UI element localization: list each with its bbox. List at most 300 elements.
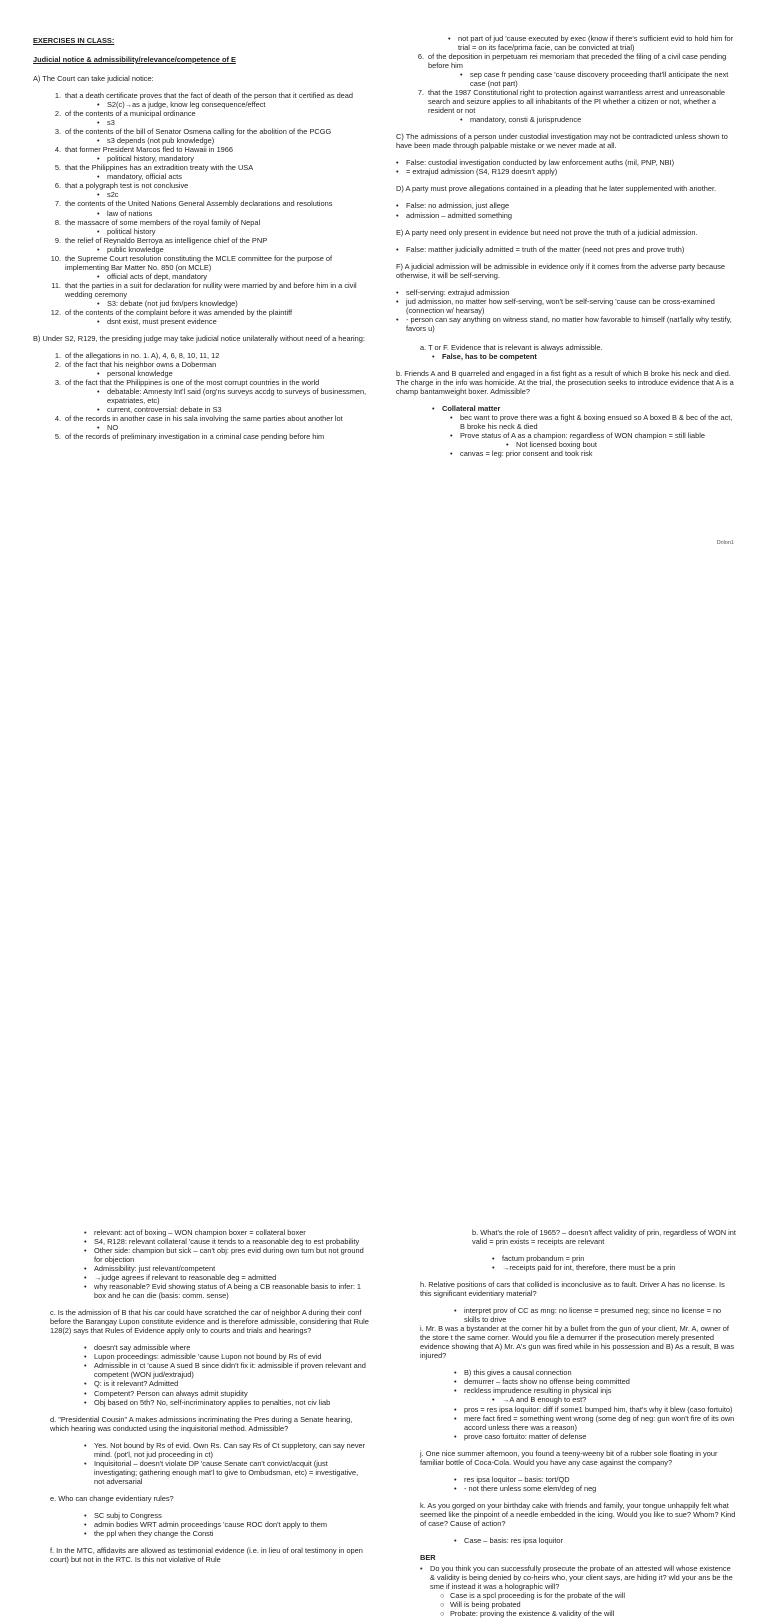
item-h-question: h. Relative positions of cars that collided is inconclusive as to fault. Driver A has no license. Is this significant evidentiary material? (420, 1280, 725, 1299)
list-item-text: that the parties in a suit for declaration for nullity were married by and before him in a civil wedding ceremony (65, 280, 357, 299)
note-bullet (396, 211, 736, 220)
note-bullet (45, 154, 369, 163)
section-a-list (33, 91, 369, 326)
note-bullet (420, 1475, 736, 1484)
item-c-question: c. Is the admission of B that his car could have scratched the car of neighbor A during their conf before the Barangay Lupon constitute evidence and is therefore admissible, considering that Rule 128(2) says that Rules of Evidence apply only to courts and trials and hearings? (50, 1308, 369, 1336)
list-number: 11. (51, 280, 61, 290)
bullet-icon: • (454, 1377, 457, 1387)
bullet-icon: • (450, 449, 453, 459)
note-bullet (50, 1529, 370, 1538)
boxing-subnotes (50, 1273, 370, 1300)
bullet-icon: • (396, 158, 399, 168)
note-bullet (420, 1609, 736, 1618)
page-heading: EXERCISES IN CLASS: (33, 36, 115, 45)
list-item (45, 145, 369, 154)
item-i-subnote: • →A and B enough to est? (492, 1395, 587, 1405)
note-text: False: no admission, just allege (406, 201, 510, 211)
bullet-icon: • (492, 1254, 495, 1264)
bullet-icon: • (97, 136, 100, 146)
list-item-text: of the records in another case in his sala involving the same parties about another lot (65, 414, 343, 424)
note-bullet (408, 70, 736, 88)
note-text: bec want to prove there was a fight & boxing ensued so A boxed B & bec of the act, B broke his neck & died (460, 413, 733, 432)
list-item (45, 127, 369, 136)
note-text: →receipts paid for int, therefore, there must be a prin (502, 1263, 676, 1273)
list-item-text: of the contents of the bill of Senator Osmena calling for the abolition of the PCGG (65, 127, 332, 137)
note-bullet (420, 1484, 736, 1493)
note-text: S3: debate (not jud fxn/pers knowledge) (107, 298, 238, 308)
section-b-list-continued (396, 52, 736, 124)
note-bullet (396, 158, 736, 167)
bullet-icon: • (97, 118, 100, 128)
note-bullet (50, 1228, 370, 1237)
note-bullet (420, 1368, 736, 1377)
note-bullet (396, 201, 736, 210)
page1-left-column (33, 36, 369, 449)
bullet-icon: • (396, 210, 399, 220)
list-item-text: the Supreme Court resolution constituting the MCLE committee for the purpose of implementing Bar Matter No. 850 (on MCLE) (65, 253, 333, 272)
item-b-answer: • Collateral matter (432, 403, 501, 413)
note-text: demurrer – facts show no offense being committed (464, 1377, 630, 1387)
note-text: Q: is it relevant? Admitted (94, 1379, 179, 1389)
page2-left-column (50, 1228, 370, 1572)
note-text: jud admission, no matter how self-serving, won't be self-serving 'cause can be cross-examined (connection w/ hearsay) (406, 296, 715, 315)
item-e-question: e. Who can change evidentiary rules? (50, 1493, 174, 1503)
bullet-icon: • (84, 1352, 87, 1362)
bullet-icon: ○ (440, 1600, 445, 1610)
note-text: self-serving: extrajud admission (406, 287, 510, 297)
note-bullet (420, 1591, 736, 1600)
list-number: 12. (50, 307, 61, 317)
item-k-notes (420, 1536, 736, 1545)
note-text: Will is being probated (450, 1600, 521, 1610)
list-item (45, 360, 369, 369)
bullet-icon: • (454, 1404, 457, 1414)
note-text: S4, R128: relevant collateral 'cause it tends to a reasonable deg to est probability (94, 1237, 360, 1247)
note-bullet (420, 1386, 736, 1395)
bullet-icon: • (450, 413, 453, 422)
note-text: - not there unless some elem/deg of neg (464, 1483, 597, 1493)
list-item (45, 254, 369, 272)
page-2 (0, 600, 768, 1618)
list-number: 8. (54, 217, 61, 227)
note-bullet (45, 405, 369, 414)
note-text: s3 depends (not pub knowledge) (107, 136, 215, 146)
note-bullet (396, 315, 736, 333)
bullet-icon: • (97, 208, 100, 218)
list-item-text: that a polygraph test is not conclusive (65, 181, 189, 191)
list-item (45, 91, 369, 100)
item-b-question: b. Friends A and B quarreled and engaged in a fist fight as a result of which B broke his neck and died. The charge in the info was homicide. At the trial, the prosecution seeks to introduce evidence that A is a champ bantamweight boxer. Admissible? (396, 368, 734, 396)
page2-right-column (420, 1228, 736, 1618)
item-k-question: k. As you gorged on your birthday cake with friends and family, your tongue unhappily felt what seemed like the pinpoint of a needle embedded in the icing. Would you like to sue? Whom? Kind of case? Cause of action? (420, 1500, 736, 1528)
list-item (408, 52, 736, 70)
list-number: 4. (54, 145, 61, 155)
list-item (408, 88, 736, 115)
note-bullet (50, 1379, 370, 1388)
note-text: Inquisitorial – doesn't violate DP 'cause Senate can't convict/acquit (just investigating; gathering enough mat'l to give to Ombudsman, etc) = investigative, not adversarial (94, 1458, 359, 1486)
note-text: →judge agrees if relevant to reasonable deg = admitted (94, 1273, 277, 1283)
bullet-icon: • (84, 1264, 87, 1274)
item-f-question: f. In the MTC, affidavits are allowed as testimonial evidence (i.e. in lieu of oral testimony in open court) but not in the RTC. Is this not violative of Rule (50, 1545, 363, 1564)
page-1 (0, 0, 768, 548)
note-text: False: matther judicially admitted = truth of the matter (need not pres and prove truth) (406, 244, 685, 254)
note-bullet (420, 1306, 736, 1324)
note-bullet (420, 1405, 736, 1414)
section-f: F) A judicial admission will be admissible in evidence only if it comes from the adverse party because otherwise, it will be self-serving. (396, 261, 726, 280)
list-item-text: of the contents of the complaint before it was amended by the plaintiff (65, 307, 293, 317)
list-item (45, 181, 369, 190)
note-bullet (396, 440, 736, 449)
note-bullet (45, 245, 369, 254)
note-text: s2c (107, 190, 119, 200)
note-bullet (50, 1459, 370, 1486)
section-e-notes (396, 245, 736, 254)
bullet-icon: • (396, 167, 399, 177)
list-item (45, 163, 369, 172)
bullet-icon: • (84, 1440, 87, 1450)
bullet-icon: • (454, 1386, 457, 1396)
section-c: C) The admissions of a person under custodial investigation may not be contradicted unless shown to have been made through palpable mistake or we never made at all. (396, 132, 728, 151)
list-number: 10. (50, 253, 61, 263)
note-text: res ipsa loquitor – basis: tort/QD (464, 1474, 570, 1484)
note-bullet (50, 1246, 370, 1264)
bullet-icon: • (84, 1237, 87, 1247)
note-bullet (396, 449, 736, 458)
section-c-notes (396, 158, 736, 176)
note-text: Admissibility: just relevant/competent (94, 1264, 216, 1274)
bullet-icon: • (454, 1306, 457, 1316)
bullet-icon: • (97, 100, 100, 110)
note-bullet (420, 1432, 736, 1441)
bullet-icon: • (454, 1368, 457, 1378)
section-f-notes (396, 288, 736, 333)
list-item (45, 199, 369, 208)
list-item (45, 432, 369, 441)
note-text: B) this gives a causal connection (464, 1368, 572, 1378)
note-bullet (420, 1414, 736, 1432)
note-bullet (50, 1398, 370, 1407)
bullet-icon: • (432, 403, 435, 413)
note-text: Not licensed boxing bout (516, 440, 597, 450)
note-bullet (50, 1273, 370, 1282)
note-bullet (420, 1263, 736, 1272)
bullet-icon: ○ (440, 1609, 445, 1618)
item-d-notes (50, 1441, 370, 1486)
note-bullet (448, 34, 736, 52)
item-b-role: b. What's the role of 1965? – doesn't affect validity of prin, regardless of WON int valid = prin exists = receipts are relevant (472, 1228, 736, 1247)
bullet-icon: ○ (440, 1591, 445, 1600)
note-bullet (45, 299, 369, 308)
bullet-icon: • (84, 1361, 87, 1371)
list-item-text: the massacre of some members of the royal family of Nepal (65, 217, 261, 227)
note-bullet (45, 387, 369, 405)
list-item (45, 236, 369, 245)
ber-question: • Do you think you can successfully prosecute the probate of an attested will whose existence & validity is being denied by co-heirs who, your client says, are hiding it? wld your ans be the sme if instead it was a holographic will? (420, 1563, 733, 1591)
bullet-icon: • (454, 1413, 457, 1423)
list-number: 5. (54, 432, 61, 442)
note-text: relevant: act of boxing – WON champion boxer = collateral boxer (94, 1228, 306, 1237)
item-i-notes-2 (420, 1405, 736, 1441)
list-number: 7. (54, 199, 61, 209)
bullet-icon: • (97, 244, 100, 254)
bullet-icon: • (97, 298, 100, 308)
list-number: 3. (54, 378, 61, 388)
bullet-icon: • (454, 1483, 457, 1493)
note-text: Lupon proceedings: admissible 'cause Lupon not bound by Rs of evid (94, 1352, 322, 1362)
list-item-text: of the fact that the Philippines is one of the most corrupt countries in the world (65, 378, 320, 388)
bullet-icon: • (454, 1474, 457, 1484)
list-item-text: of the fact that his neighbor owns a Doberman (65, 359, 217, 369)
bullet-icon: • (396, 201, 399, 211)
note-text: Probate: proving the existence & validity of the will (450, 1609, 615, 1618)
bullet-icon: • (84, 1228, 87, 1237)
list-item-text: the contents of the United Nations General Assembly declarations and resolutions (65, 199, 333, 209)
bullet-icon: • (84, 1282, 87, 1292)
note-text: SC subj to Congress (94, 1510, 162, 1520)
bullet-icon: • (97, 405, 100, 415)
note-bullet (45, 136, 369, 145)
note-text: = extrajud admission (S4, R129 doesn't apply) (406, 167, 558, 177)
note-bullet (420, 1536, 736, 1545)
note-text: Prove status of A as a champion: regardless of WON champion = still liable (460, 431, 706, 441)
list-number: 9. (54, 235, 61, 245)
note-bullet (45, 209, 369, 218)
note-text: Admissible in ct 'cause A sued B since didn't fix it: admissible if proven relevant and competent (WON jud/extrajud) (94, 1361, 366, 1380)
note-text: official acts of dept, mandatory (107, 271, 208, 281)
list-number: 5. (54, 163, 61, 173)
note-bullet (396, 245, 736, 254)
note-bullet (45, 227, 369, 236)
note-text: mere fact fired = something went wrong (some deg of neg: gun won't fire of its own accord unless there was a reason) (464, 1413, 735, 1432)
bullet-icon: • (97, 387, 100, 397)
bullet-icon: • (84, 1246, 87, 1256)
bullet-icon: • (396, 314, 399, 324)
note-text: prove caso fortuito: matter of defense (464, 1431, 587, 1441)
note-bullet (45, 272, 369, 281)
note-bullet (45, 100, 369, 109)
list-item (45, 351, 369, 360)
note-text: why reasonable? Evid showing status of A being a CB reasonable basis to infer: 1 box and he can die (basis: comm. sense) (94, 1282, 362, 1301)
bullet-icon: • (97, 154, 100, 164)
item-b-notes (396, 413, 736, 458)
note-text: debatable: Amnesty Int'l said (org'ns surveys accdg to surveys of businessmen, expatriates, etc) (107, 387, 367, 406)
list-item (45, 308, 369, 317)
note-bullet (396, 431, 736, 440)
section-e: E) A party need only present in evidence but need not prove the truth of a judicial admission. (396, 227, 698, 237)
note-bullet (420, 1377, 736, 1386)
item-j-notes (420, 1475, 736, 1493)
bullet-icon: • (84, 1528, 87, 1538)
list-number: 2. (54, 359, 61, 369)
list-item-text: of the deposition in perpetuam rei memoriam that preceded the filing of a civil case pending before him (428, 52, 727, 71)
note-bullet (396, 288, 736, 297)
note-text: the ppl when they change the Consti (94, 1528, 214, 1538)
note-bullet (50, 1264, 370, 1273)
note-text: admin bodies WRT admin proceedings 'cause ROC don't apply to them (94, 1519, 328, 1529)
note-bullet (45, 317, 369, 326)
note-bullet (50, 1520, 370, 1529)
note-bullet (396, 297, 736, 315)
note-text: mandatory, official acts (107, 172, 182, 182)
ber-heading: BER (420, 1552, 436, 1562)
page-footer: Drilon1 (716, 540, 734, 546)
note-text: reckless imprudence resulting in physical injs (464, 1386, 612, 1396)
list-number: 4. (54, 414, 61, 424)
bullet-icon: • (97, 316, 100, 326)
item-d-question: d. "Presidential Cousin" A makes admissions incriminating the Pres during a Senate hearing, which hearing was conducted using the inquisitorial method. Admissible? (50, 1414, 353, 1433)
note-text: Other side: champion but sick – can't obj: pres evid during own turn but not ground for objection (94, 1246, 364, 1265)
page-subheading: Judicial notice & admissibility/relevance/competence of E (33, 55, 236, 65)
item-i-question: i. Mr. B was a bystander at the corner hit by a bullet from the gun of your client, Mr. A, owner of the store t the same corner. Would you file a demurrer if the prosecution merely presented evidence showing that A) Mr. A's gun was fired while in his possession and B) As a result, B was injured? (420, 1324, 735, 1361)
bullet-icon: • (396, 244, 399, 254)
section-d: D) A party must prove allegations contained in a pleading that he later supplemented with another. (396, 184, 717, 194)
note-bullet (420, 1254, 736, 1263)
list-item (45, 378, 369, 387)
note-text: Yes. Not bound by Rs of evid. Own Rs. Can say Rs of Ct suppletory, can say never mind. (pot'l, not jud proceeding in ct) (94, 1440, 366, 1459)
bullet-icon: • (492, 1263, 495, 1273)
note-bullet (50, 1361, 370, 1379)
bullet-icon: • (84, 1397, 87, 1407)
note-text: public knowledge (107, 244, 164, 254)
list-item (45, 281, 369, 299)
list-item-text: the relief of Reynaldo Berroya as intelligence chief of the PNP (65, 235, 268, 245)
bullet-icon: • (84, 1510, 87, 1520)
section-b-list (33, 351, 369, 441)
item-e-notes (50, 1511, 370, 1538)
note-bullet (50, 1237, 370, 1246)
page1-right-column (396, 34, 736, 458)
bullet-icon: • (84, 1519, 87, 1529)
note-text: canvas = leg: prior consent and took risk (460, 449, 593, 459)
item-b-role-notes (420, 1254, 736, 1272)
note-bullet (50, 1282, 370, 1300)
item-h-notes (420, 1306, 736, 1324)
note-text: s3 (107, 118, 115, 128)
note-text: factum probandum = prin (502, 1254, 585, 1264)
boxing-notes (50, 1228, 370, 1273)
list-item-text: of the contents of a municipal ordinance (65, 109, 196, 119)
note-text: admission – admitted something (406, 210, 512, 220)
list-item-text: of the allegations in no. 1. A), 4, 6, 8, 10, 11, 12 (65, 350, 220, 360)
note-text: law of nations (107, 208, 153, 218)
bullet-icon: • (460, 115, 463, 125)
list-number: 1. (54, 350, 61, 360)
section-b-intro: B) Under S2, R129, the presiding judge may take judicial notice unilaterally without need of a hearing: (33, 333, 365, 343)
bullet-icon: • (97, 369, 100, 378)
note-bullet (50, 1389, 370, 1398)
note-text: not part of jud 'cause executed by exec (know if there's sufficient evid to hold him for trial = on its face/prima facie, can be convicted at trial) (458, 34, 734, 53)
note-text: dsnt exist, must present evidence (107, 316, 217, 326)
note-text: - person can say anything on witness stand, no matter how favorable to himself (nat'lally why testify, favors u) (406, 314, 732, 333)
note-text: S2(c)→as a judge, know leg consequence/effect (107, 100, 266, 110)
note-text: doesn't say admissible where (94, 1343, 191, 1353)
note-bullet (50, 1352, 370, 1361)
bullet-icon: • (448, 34, 451, 43)
item-j-question: j. One nice summer afternoon, you found a teeny-weeny bit of a rubber sole floating in your familiar bottle of Coca-Cola. Would you have any case against the company? (420, 1448, 718, 1467)
list-number: 7. (417, 88, 424, 98)
note-text: Case – basis: res ipsa loquitor (464, 1535, 564, 1545)
bullet-icon: • (84, 1273, 87, 1283)
list-item-text: that a death certificate proves that the fact of death of the person that it certified as dead (65, 91, 354, 101)
note-bullet (45, 172, 369, 181)
note-bullet (45, 423, 369, 432)
note-text: Obj based on 5th? No, self-incriminatory applies to penalties, not civ liab (94, 1397, 331, 1407)
bullet-icon: • (492, 1395, 495, 1405)
bullet-icon: • (97, 226, 100, 236)
bullet-icon: • (460, 70, 463, 80)
item-c-notes (50, 1343, 370, 1406)
list-item-text: that the 1987 Constitutional right to protection against warrantless arrest and unreasonable search and seizure applies to all inhabitants of the PI whether a citizen or not, whether a resident or not (428, 88, 726, 116)
note-text: personal knowledge (107, 369, 173, 378)
bullet-icon: • (420, 1563, 423, 1573)
item-a-answer: • False, has to be competent (432, 351, 537, 361)
page-gap (0, 548, 768, 600)
item-a-question: a. T or F. Evidence that is relevant is always admissible. (420, 342, 603, 352)
note-bullet (50, 1343, 370, 1352)
note-text: political history, mandatory (107, 154, 194, 164)
bullet-icon: • (432, 351, 435, 361)
note-text: NO (107, 423, 119, 433)
list-item-text: of the records of preliminary investigation in a criminal case pending before him (65, 432, 325, 442)
note-text: Competent? Person can always admit stupidity (94, 1388, 248, 1398)
bullet-icon: • (506, 440, 509, 450)
bullet-icon: • (454, 1535, 457, 1545)
top-notes (396, 34, 736, 52)
list-number: 3. (54, 127, 61, 137)
bullet-icon: • (396, 296, 399, 306)
list-number: 1. (54, 91, 61, 101)
note-bullet (50, 1441, 370, 1459)
bullet-icon: • (97, 190, 100, 200)
note-bullet (50, 1511, 370, 1520)
note-bullet (396, 413, 736, 431)
note-text: current, controversial: debate in S3 (107, 405, 222, 415)
note-text: Case is a spcl proceeding is for the probate of the will (450, 1591, 626, 1600)
note-bullet (45, 118, 369, 127)
note-text: sep case fr pending case 'cause discovery proceeding that'll anticipate the next case (not part) (470, 70, 729, 89)
section-a-intro: A) The Court can take judicial notice: (33, 74, 154, 84)
list-item-text: that the Philippines has an extradition treaty with the USA (65, 163, 254, 173)
list-number: 6. (54, 181, 61, 191)
bullet-icon: • (454, 1431, 457, 1441)
bullet-icon: • (97, 172, 100, 182)
bullet-icon: • (84, 1388, 87, 1398)
list-item (45, 218, 369, 227)
bullet-icon: • (84, 1343, 87, 1353)
note-text: political history (107, 226, 156, 236)
note-bullet (45, 190, 369, 199)
bullet-icon: • (97, 423, 100, 433)
note-bullet (408, 115, 736, 124)
item-i-notes (420, 1368, 736, 1395)
note-text: mandatory, consti & jurisprudence (470, 115, 582, 125)
bullet-icon: • (97, 271, 100, 281)
list-number: 2. (54, 109, 61, 119)
list-number: 6. (417, 52, 424, 62)
note-text: False: custodial investigation conducted by law enforcement auths (mil, PNP, NBI) (406, 158, 675, 168)
bullet-icon: • (450, 431, 453, 441)
note-text: pros = res ipsa loquitor: diff if some1 bumped him, that's why it blew (caso fortuito) (464, 1404, 733, 1414)
bullet-icon: • (84, 1458, 87, 1468)
list-item (45, 109, 369, 118)
bullet-icon: • (84, 1379, 87, 1389)
section-d-notes (396, 201, 736, 219)
note-bullet (45, 369, 369, 378)
note-bullet (396, 167, 736, 176)
ber-notes (420, 1591, 736, 1618)
list-item (45, 414, 369, 423)
note-bullet (420, 1600, 736, 1609)
